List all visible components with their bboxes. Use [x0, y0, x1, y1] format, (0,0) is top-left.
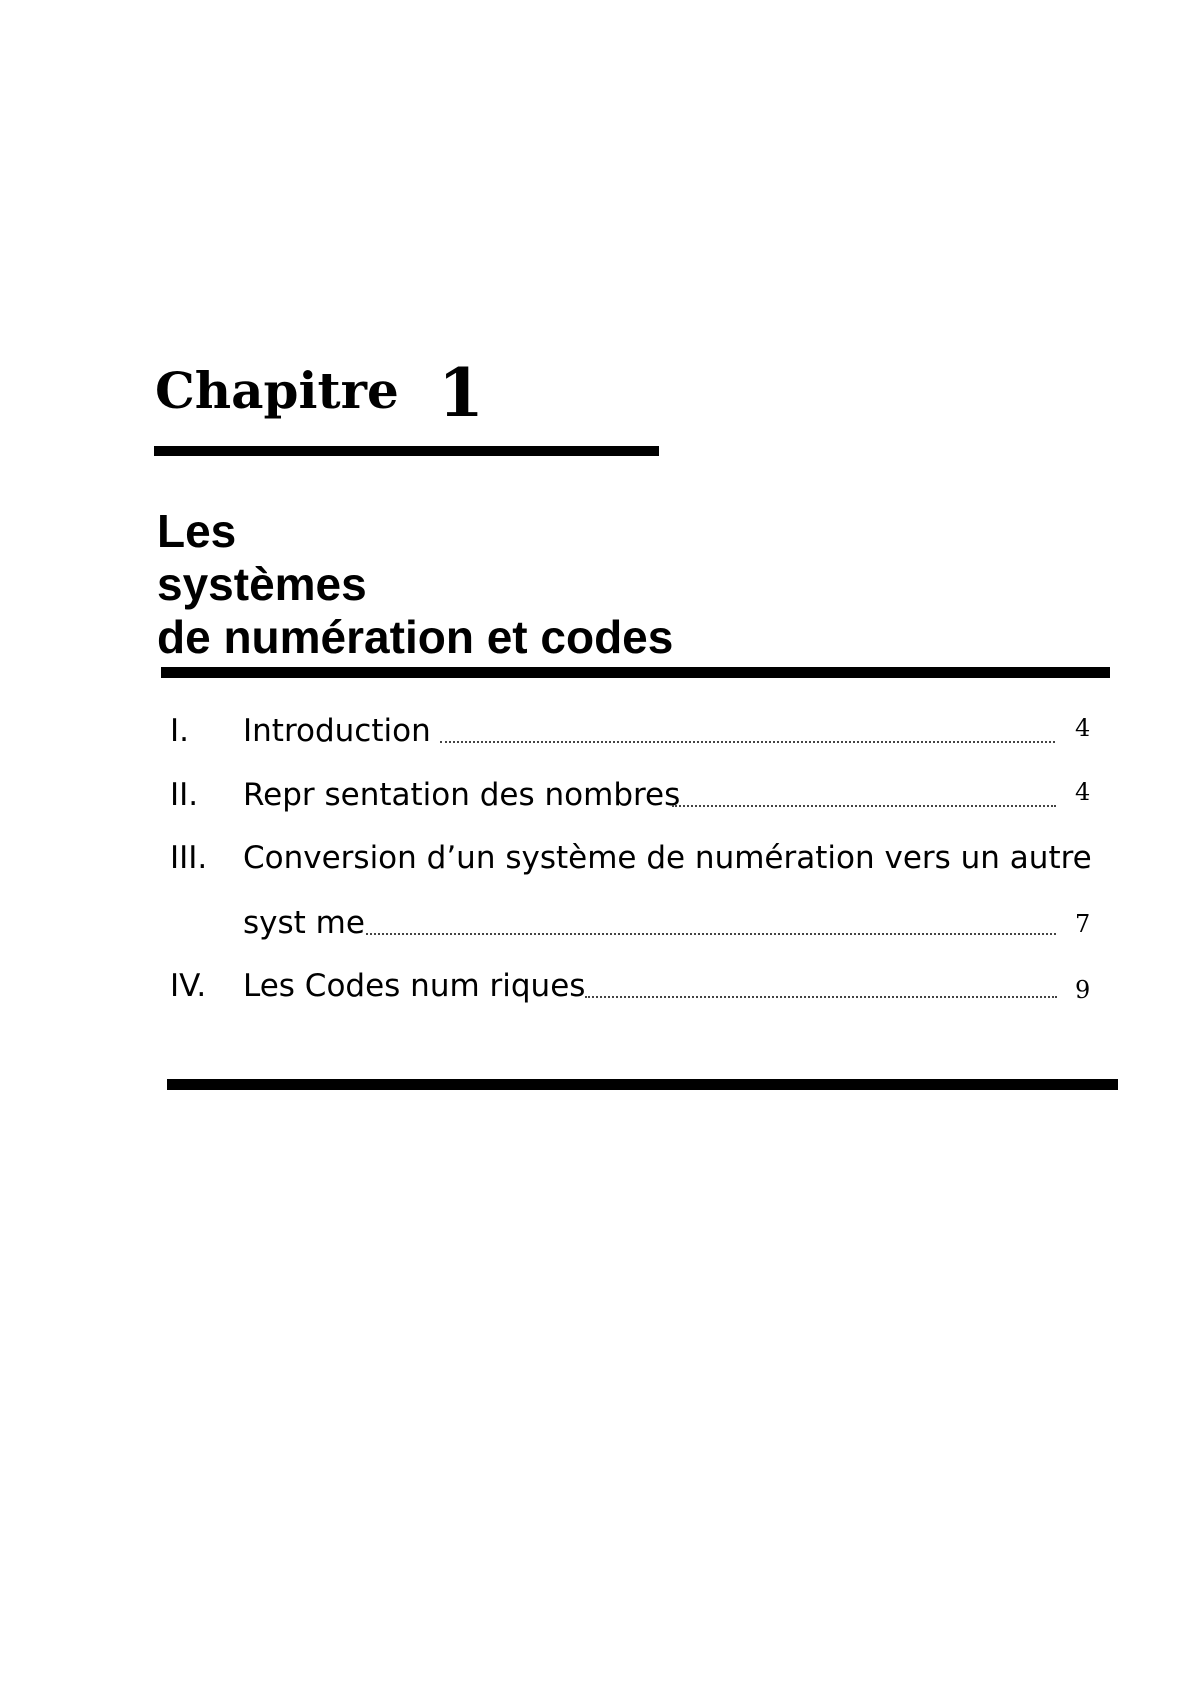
bottom-rule [167, 1079, 1118, 1090]
toc-entry-title: Repr sentation des nombres [243, 777, 681, 813]
toc-entry-page: 7 [1075, 910, 1091, 938]
toc-dot-leader [672, 805, 1056, 807]
toc-entry-page: 9 [1075, 976, 1091, 1004]
toc-dot-leader [440, 741, 1055, 743]
toc-entry-page: 4 [1075, 714, 1091, 742]
toc-dot-leader [366, 933, 1056, 935]
toc-entry-number: II. [170, 777, 199, 813]
toc-entry-number: I. [170, 713, 189, 749]
chapter-number: 1 [438, 354, 484, 432]
chapter-label: Chapitre [155, 361, 399, 420]
toc-entry-title: Les Codes num riques [243, 968, 586, 1004]
toc-entry-title: Conversion d’un système de numération vers un autre [243, 840, 1092, 876]
toc-entry-number: III. [170, 840, 208, 876]
title-rule [161, 667, 1110, 678]
chapter-title-line-2: systèmes [157, 558, 367, 610]
chapter-rule [154, 446, 659, 456]
toc-entry-title-continuation: syst me [243, 905, 365, 941]
toc-entry-page: 4 [1075, 778, 1091, 806]
chapter-title-line-3: de numération et codes [157, 611, 674, 663]
toc-entry-title: Introduction [243, 713, 431, 749]
toc-dot-leader [585, 996, 1057, 998]
toc-entry-number: IV. [170, 968, 207, 1004]
chapter-title-line-1: Les [157, 505, 237, 557]
